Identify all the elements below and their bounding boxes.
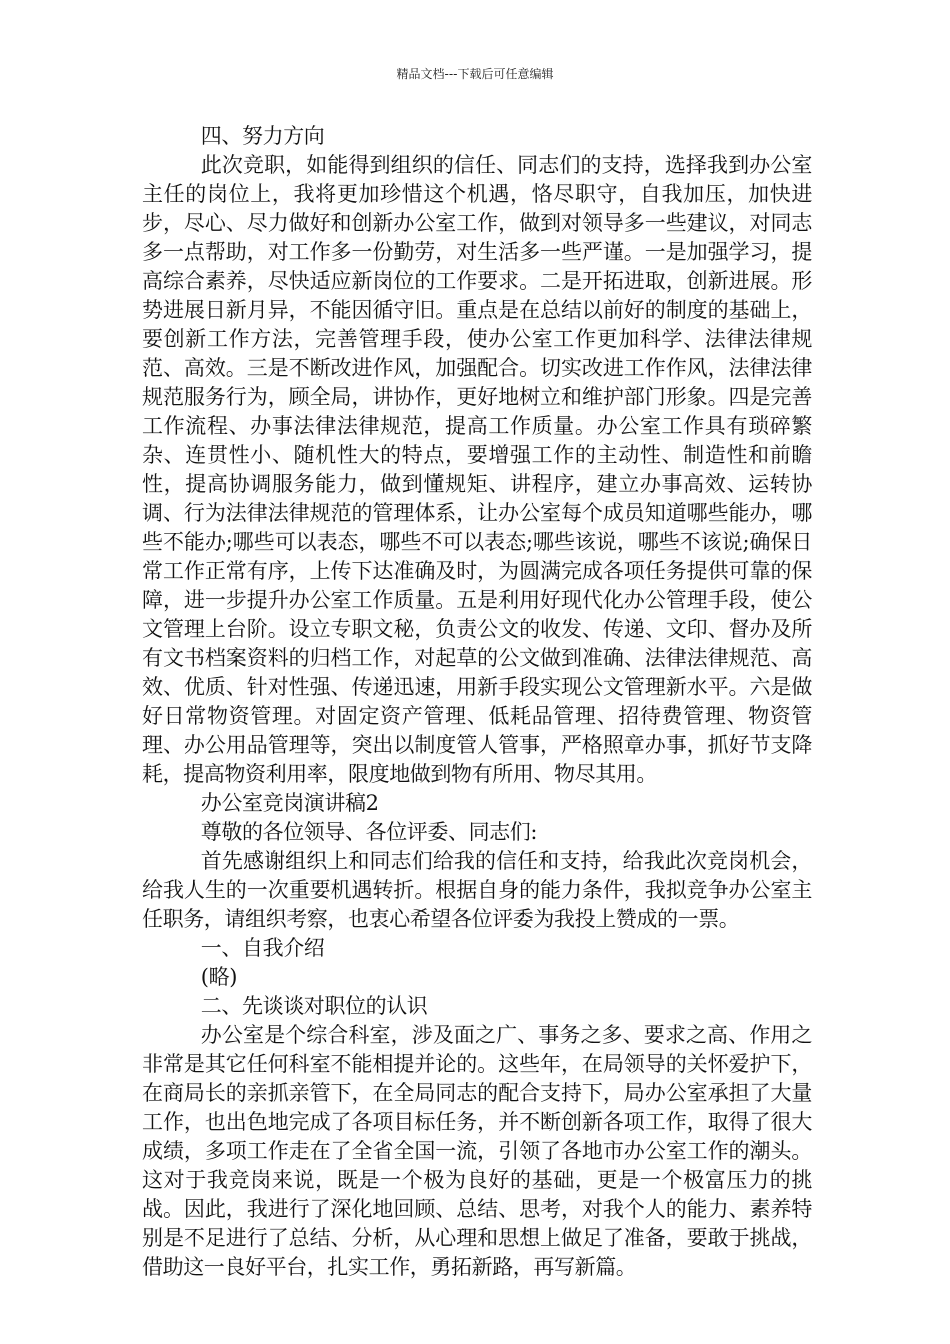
paragraph: 办公室是个综合科室，涉及面之广、事务之多、要求之高、作用之非常是其它任何科室不能相提并论的。这些年，在局领导的关怀爱护下，在商局长的亲抓亲管下，在全局同志的配合支持下，局办公室承担了大量工作，也出色地完成了各项目标任务，并不断创新各项工作，取得了很大成绩，多项工作走在了全省全国一流，引领了各地市办公室工作的潮头。这对于我竞岗来说，既是一个极为良好的基础，更是一个极富压力的挑战。因此，我进行了深化地回顾、总结、思考，对我个人的能力、素养特别是不足进行了总结、分析，从心理和思想上做足了准备，要敢于挑战，借助这一良好平台，扎实工作，勇拓新路，再写新篇。 xyxy=(142,1023,812,1279)
salutation: 尊敬的各位领导、各位评委、同志们: xyxy=(200,820,538,844)
page-header: 精品文档---下载后可任意编辑 xyxy=(396,67,554,81)
section-heading: 一、自我介绍 xyxy=(200,936,325,960)
paragraph: 首先感谢组织上和同志们给我的信任和支持，给我此次竞岗机会，给我人生的一次重要机遇转折。根据自身的能力条件，我拟竞争办公室主任职务，请组织考察，也衷心希望各位评委为我投上赞成的一票。 xyxy=(142,849,812,931)
speech-title: 办公室竞岗演讲稿2 xyxy=(200,791,379,815)
document-body xyxy=(142,122,812,1282)
paragraph: 此次竞职，如能得到组织的信任、同志们的支持，选择我到办公室主任的岗位上，我将更加珍惜这个机遇，恪尽职守，自我加压，加快进步，尽心、尽力做好和创新办公室工作，做到对领导多一些建议，对同志多一点帮助，对工作多一份勤劳，对生活多一些严谨。一是加强学习，提高综合素养，尽快适应新岗位的工作要求。二是开拓进取，创新进展。形势进展日新月异，不能因循守旧。重点是在总结以前好的制度的基础上，要创新工作方法，完善管理手段，使办公室工作更加科学、法律法律规范、高效。三是不断改进作风，加强配合。切实改进工作作风，法律法律规范服务行为，顾全局，讲协作，更好地树立和维护部门形象。四是完善工作流程、办事法律法律规范，提高工作质量。办公室工作具有琐碎繁杂、连贯性小、随机性大的特点，要增强工作的主动性、制造性和前瞻性，提高协调服务能力，做到懂规矩、讲程序，建立办事高效、运转协调、行为法律法律规范的管理体系，让办公室每个成员知道哪些能办，哪些不能办;哪些可以表态，哪些不可以表态;哪些该说，哪些不该说;确保日常工作正常有序，上传下达准确及时，为圆满完成各项任务提供可靠的保障，进一步提升办公室工作质量。五是利用好现代化办公管理手段，使公文管理上台阶。设立专职文秘，负责公文的收发、传递、文印、督办及所有文书档案资料的归档工作，对起草的公文做到准确、法律法律规范、高效、优质、针对性强、传递迅速，用新手段实现公文管理新水平。六是做好日常物资管理。对固定资产管理、低耗品管理、招待费管理、物资管理、办公用品管理等，突出以制度管人管事，严格照章办事，抓好节支降耗，提高物资利用率，限度地做到物有所用、物尽其用。 xyxy=(142,153,812,786)
section-heading: 四、努力方向 xyxy=(200,124,325,148)
section-heading: 二、先谈谈对职位的认识 xyxy=(200,994,428,1018)
paragraph: (略) xyxy=(200,965,237,989)
